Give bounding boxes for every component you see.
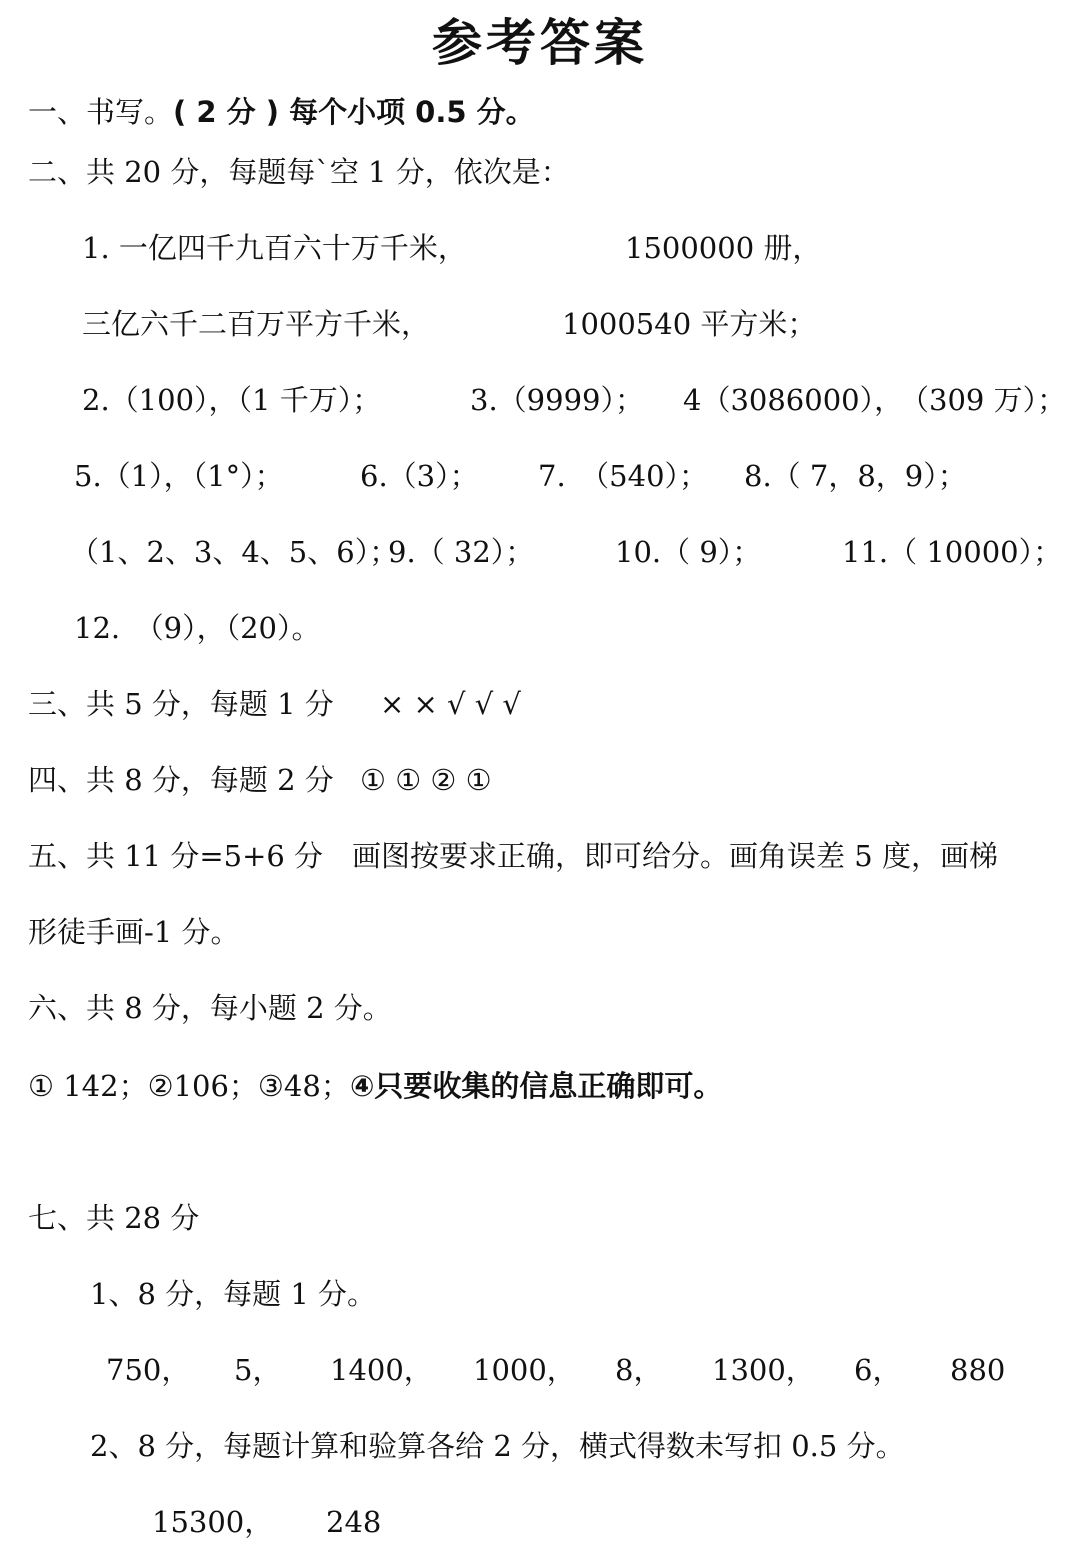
sec2-row4-col4: 8.（ 7，8，9）； — [744, 459, 967, 493]
section-7-sub2-header: 2、8 分，每题计算和验算各给 2 分，横式得数未写扣 0.5 分。 — [90, 1429, 905, 1463]
sub2-value: 248 — [326, 1505, 382, 1539]
sub1-value: 8， — [615, 1353, 663, 1387]
section-7-sub1-header: 1、8 分，每题 1 分。 — [90, 1277, 377, 1311]
sub2-value: 15300， — [152, 1505, 274, 1539]
sub1-value: 1400， — [330, 1353, 433, 1387]
sec2-row4-col2: 6.（3）； — [360, 459, 479, 493]
section-7-header: 七、共 28 分 — [28, 1201, 200, 1235]
sub1-value: 5， — [234, 1353, 282, 1387]
sec2-row4-col3: 7. （540）； — [538, 459, 709, 493]
sub1-value: 6， — [854, 1353, 902, 1387]
section-1-label: 一、书写。 — [28, 95, 174, 129]
sub1-value: 1300， — [712, 1353, 815, 1387]
sec2-row5-col2: 9.（ 32）； — [388, 535, 535, 569]
sec2-row2-col1: 三亿六千二百万平方千米， — [82, 307, 431, 341]
section-6-answers-bold: ④只要收集的信息正确即可。 — [349, 1069, 723, 1103]
section-3-marks: × × √ √ √ — [380, 687, 521, 721]
sec2-row2-col2: 1000540 平方米； — [562, 307, 817, 341]
sec2-row3-col1: 2.（100），（1 千万）； — [82, 383, 382, 417]
sub1-value: 750， — [106, 1353, 191, 1387]
sec2-row4-col1: 5.（1），（1°）； — [74, 459, 284, 493]
section-6-header: 六、共 8 分，每小题 2 分。 — [28, 991, 392, 1025]
sec2-row5-col1: （1、2、3、4、5、6）； — [70, 535, 399, 569]
section-4-text: 四、共 8 分，每题 2 分 — [28, 763, 334, 797]
section-1-bold-text: ( 2 分 ) 每个小项 0.5 分。 — [173, 95, 535, 129]
page-title: 参考答案 — [432, 14, 648, 72]
section-4-marks: ① ① ② ① — [360, 763, 492, 797]
sec2-row5-col4: 11.（ 10000）； — [842, 535, 1063, 569]
section-6-answers-plain: ① 142；②106；③48； — [28, 1069, 350, 1103]
sec2-row3-col3: 4（3086000）， — [683, 383, 904, 417]
sub1-value: 1000， — [473, 1353, 576, 1387]
sec2-row5-col3: 10.（ 9）； — [615, 535, 762, 569]
section-1 — [28, 92, 535, 132]
sec2-row6: 12. （9），（20）。 — [74, 611, 321, 645]
section-3-text: 三、共 5 分，每题 1 分 — [28, 687, 334, 721]
sec2-row1-col1: 1. 一亿四千九百六十万千米， — [82, 231, 467, 265]
section-5-line-1: 五、共 11 分=5+6 分 画图按要求正确，即可给分。画角误差 5 度，画梯 — [28, 839, 998, 873]
sec2-row3-col2: 3.（9999）； — [470, 383, 644, 417]
sub1-value: 880 — [950, 1353, 1006, 1387]
sec2-row3-col4: （309 万）； — [900, 383, 1067, 417]
sec2-row1-col2: 1500000 册， — [625, 231, 822, 265]
section-6-answers — [28, 1066, 722, 1106]
section-2-header: 二、共 20 分，每题每`空 1 分，依次是： — [28, 155, 570, 189]
section-5-line-2: 形徒手画-1 分。 — [28, 915, 240, 949]
